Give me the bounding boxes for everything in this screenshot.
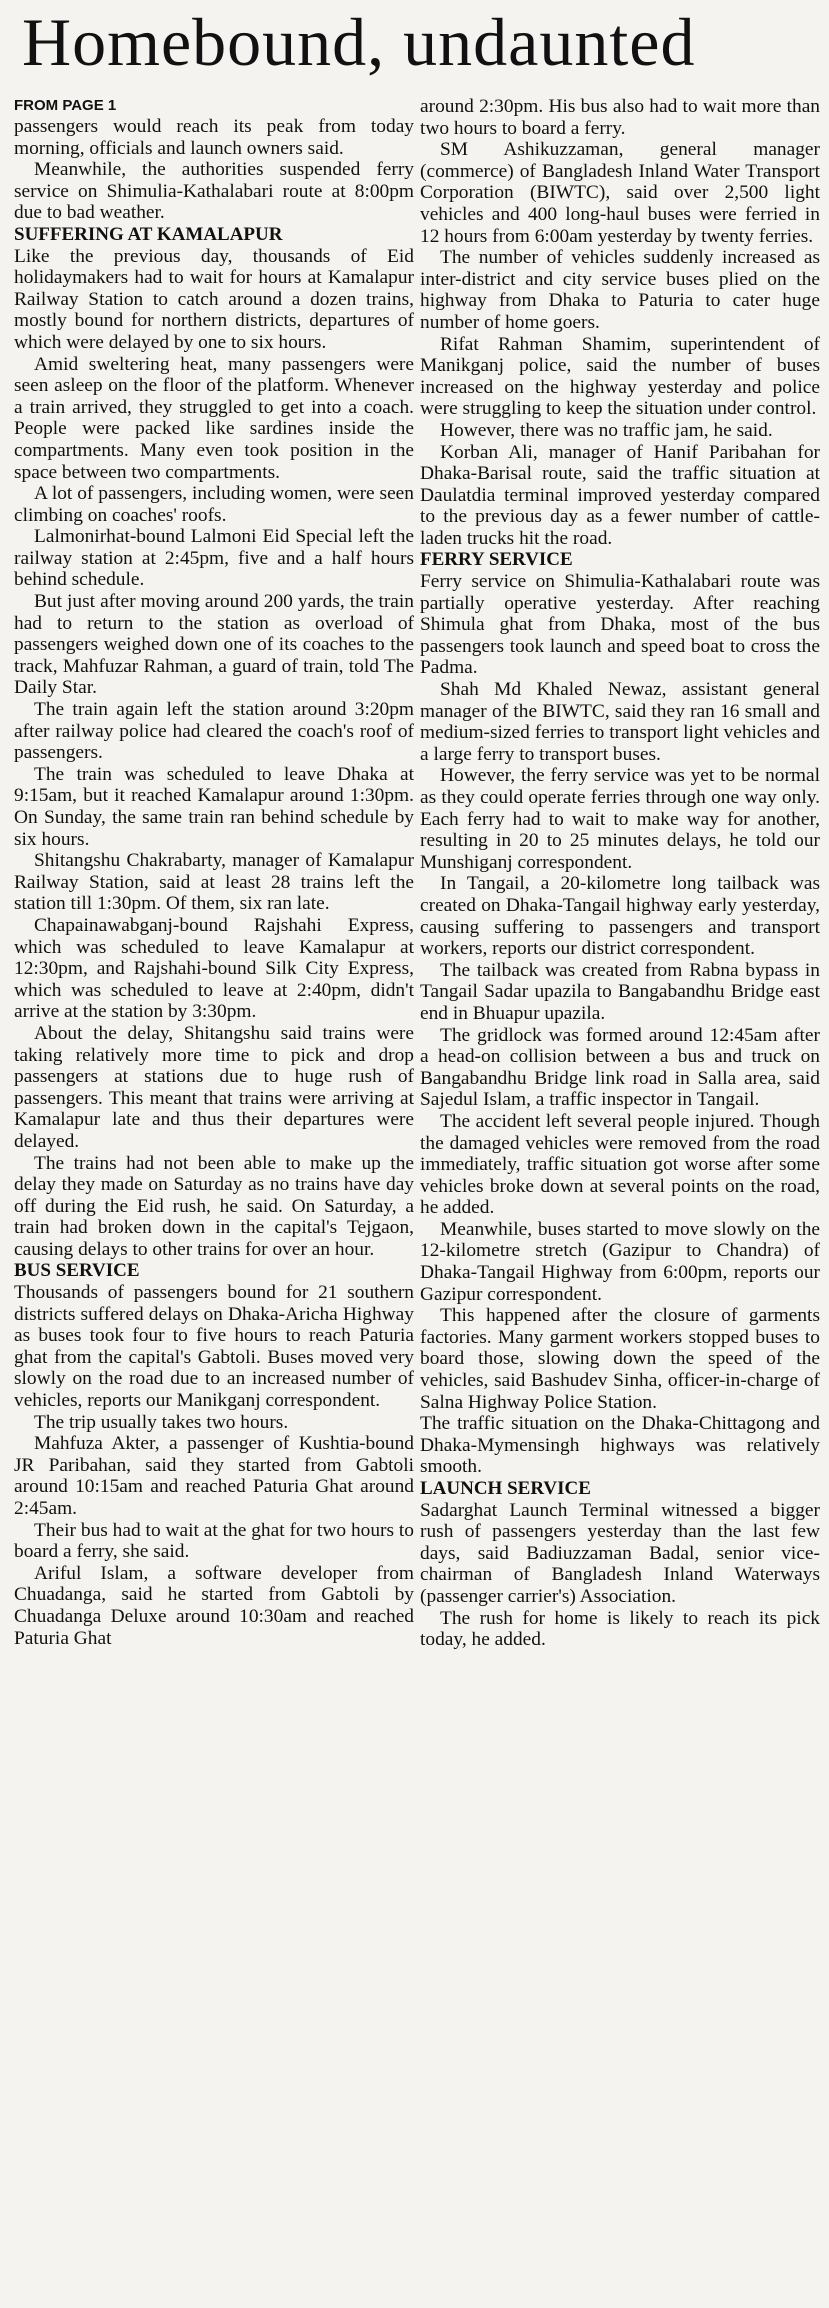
paragraph: Meanwhile, the authorities suspended ferry service on Shimulia-Kathalabari route at 8:00pm due to bad weather.: [14, 159, 414, 224]
paragraph: The rush for home is likely to reach its pick today, he added.: [420, 1607, 820, 1651]
paragraph: Ferry service on Shimulia-Kathalabari route was partially operative yesterday. After reaching Shimula ghat from Dhaka, most of the bus passengers took launch and speed boat to cross the Padma.: [420, 571, 820, 679]
paragraph: But just after moving around 200 yards, the train had to return to the station as overload of passengers weighed down one of its coaches to the track, Mahfuzar Rahman, a guard of train, told The Daily Star.: [14, 591, 414, 699]
paragraph: The tailback was created from Rabna bypass in Tangail Sadar upazila to Bangabandhu Bridge east end in Bhuapur upazila.: [420, 959, 820, 1024]
paragraph: Their bus had to wait at the ghat for two hours to board a ferry, she said.: [14, 1519, 414, 1563]
paragraph: A lot of passengers, including women, were seen climbing on coaches' roofs.: [14, 483, 414, 526]
subheading-kamalapur: SUFFERING AT KAMALAPUR: [14, 223, 283, 245]
paragraph: Thousands of passengers bound for 21 southern districts suffered delays on Dhaka-Aricha Highway as buses took four to five hours to reach Paturia ghat from the capital's Gabtoli. Buses moved very slowly on the road due to an increased number of vehicles, reports our Manikganj correspondent.: [14, 1282, 414, 1412]
paragraph: The train again left the station around 3:20pm after railway police had cleared the coach's roof of passengers.: [14, 699, 414, 764]
paragraph: Lalmonirhat-bound Lalmoni Eid Special left the railway station at 2:45pm, five and a half hours behind schedule.: [14, 526, 414, 591]
paragraph: Chapainawabganj-bound Rajshahi Express, which was scheduled to leave Kamalapur at 12:30pm, and Rajshahi-bound Silk City Express, which was scheduled to leave at 2:40pm, didn't arrive at the station by 3:30pm.: [14, 914, 414, 1023]
paragraph: The train was scheduled to leave Dhaka at 9:15am, but it reached Kamalapur around 1:30pm. On Sunday, the same train ran behind schedule by six hours.: [14, 763, 414, 850]
paragraph: In Tangail, a 20-kilometre long tailback was created on Dhaka-Tangail highway early yesterday, causing suffering to passengers and transport workers, reports our district correspondent.: [420, 873, 820, 960]
paragraph: passengers would reach its peak from today morning, officials and launch owners said.: [14, 116, 414, 159]
paragraph: Like the previous day, thousands of Eid holidaymakers had to wait for hours at Kamalapur Railway Station to catch around a dozen trains, mostly bound for northern districts, departures of which were delayed by one to six hours.: [14, 245, 414, 353]
continuation-kicker: FROM PAGE 1: [14, 97, 117, 114]
paragraph: The trains had not been able to make up the delay they made on Saturday as no trains have day off during the Eid rush, he said. On Saturday, a train had broken down in the capital's Tejgaon, causing delays to other trains for over an hour.: [14, 1152, 414, 1260]
subheading-bus-service: BUS SERVICE: [14, 1260, 140, 1282]
paragraph: Rifat Rahman Shamim, superintendent of Manikganj police, said the number of buses increased on the highway yesterday and police were struggling to keep the situation under control.: [420, 333, 820, 420]
paragraph: Shah Md Khaled Newaz, assistant general manager of the BIWTC, said they ran 16 small and medium-sized ferries to transport light vehicles and a large ferry to transport buses.: [420, 679, 820, 765]
paragraph: However, the ferry service was yet to be normal as they could operate ferries through one way only. Each ferry had to wait to make way for another, resulting in 20 to 25 minutes delays, he told our Munshiganj correspondent.: [420, 765, 820, 873]
paragraph: Amid sweltering heat, many passengers were seen asleep on the floor of the platform. Whenever a train arrived, they struggled to get into a coach. People were packed like sardines inside the compartments. Many even took position in the space between two compartments.: [14, 353, 414, 483]
paragraph: Shitangshu Chakrabarty, manager of Kamalapur Railway Station, said at least 28 trains left the station till 1:30pm. Of them, six ran late.: [14, 850, 414, 915]
subheading-ferry-service: FERRY SERVICE: [420, 549, 573, 571]
paragraph: The traffic situation on the Dhaka-Chittagong and Dhaka-Mymensingh highways was relatively smooth.: [420, 1413, 820, 1478]
paragraph: About the delay, Shitangshu said trains were taking relatively more time to pick and drop passengers at stations due to huge rush of passengers. This meant that trains were arriving at Kamalapur late and thus their departures were delayed.: [14, 1022, 414, 1152]
paragraph: around 2:30pm. His bus also had to wait more than two hours to board a ferry.: [420, 96, 820, 139]
paragraph: The accident left several people injured. Though the damaged vehicles were removed from the road immediately, traffic situation got worse after some vehicles broke down at several points on the road, he added.: [420, 1110, 820, 1219]
paragraph: This happened after the closure of garments factories. Many garment workers stopped buses to board those, slowing down the speed of the vehicles, said Bashudev Sinha, officer-in-charge of Salna Highway Police Station.: [420, 1305, 820, 1413]
paragraph: Meanwhile, buses started to move slowly on the 12-kilometre stretch (Gazipur to Chandra) of Dhaka-Tangail Highway from 6:00pm, reports our Gazipur correspondent.: [420, 1218, 820, 1305]
paragraph: Mahfuza Akter, a passenger of Kushtia-bound JR Paribahan, said they started from Gabtoli around 10:15am and reached Paturia Ghat around 2:45am.: [14, 1433, 414, 1519]
right-column: [420, 96, 820, 1651]
paragraph: The number of vehicles suddenly increased as inter-district and city service buses plied on the highway from Dhaka to Paturia to cater huge number of home goers.: [420, 247, 820, 333]
paragraph: The trip usually takes two hours.: [34, 1411, 289, 1433]
paragraph: Sadarghat Launch Terminal witnessed a bigger rush of passengers yesterday than the last few days, said Badiuzzaman Badal, senior vice-chairman of Bangladesh Inland Waterways (passenger carrier's) Association.: [420, 1499, 820, 1607]
paragraph: However, there was no traffic jam, he said.: [440, 419, 773, 441]
paragraph: Korban Ali, manager of Hanif Paribahan for Dhaka-Barisal route, said the traffic situation at Daulatdia terminal improved yesterday compared to the previous day as a fewer number of cattle-laden trucks hit the road.: [420, 441, 820, 549]
headline: Homebound, undaunted: [22, 4, 696, 80]
paragraph: The gridlock was formed around 12:45am after a head-on collision between a bus and truck on Bangabandhu Bridge link road in Salla area, said Sajedul Islam, a traffic inspector in Tangail.: [420, 1024, 820, 1111]
paragraph: SM Ashikuzzaman, general manager (commerce) of Bangladesh Inland Water Transport Corporation (BIWTC), said over 2,500 light vehicles and 400 long-haul buses were ferried in 12 hours from 6:00am yesterday by twenty ferries.: [420, 139, 820, 247]
left-column: [14, 96, 414, 1649]
subheading-launch-service: LAUNCH SERVICE: [420, 1478, 591, 1499]
paragraph: Ariful Islam, a software developer from Chuadanga, said he started from Gabtoli by Chuadanga Deluxe around 10:30am and reached Paturia Ghat: [14, 1562, 414, 1649]
